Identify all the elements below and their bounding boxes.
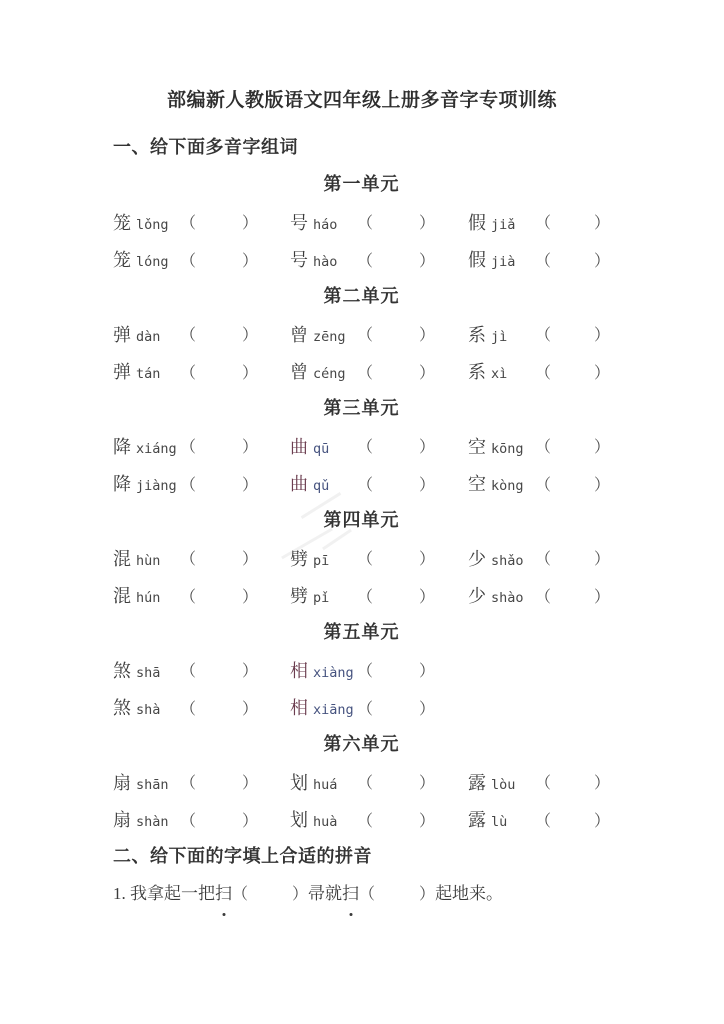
polyphone-entry (468, 209, 610, 235)
pinyin-text: qǔ (313, 478, 330, 495)
hanzi-pinyin-group (468, 209, 535, 235)
section-1-heading: 一、给下面多音字组词 (113, 137, 298, 157)
hanzi-char: 劈 (290, 548, 308, 569)
paren-open: （ (535, 588, 552, 606)
hanzi-pinyin-group (290, 545, 357, 571)
hanzi-char: 混 (113, 548, 131, 569)
paren-open: （ (180, 364, 197, 382)
pinyin-text: lóng (136, 254, 169, 271)
paren-open: （ (535, 551, 552, 569)
hanzi-pinyin-group (290, 769, 357, 795)
hanzi-char: 划 (290, 772, 308, 793)
hanzi-pinyin-group (290, 694, 357, 720)
polyphone-entry (113, 209, 290, 235)
polyphone-entry (290, 545, 468, 571)
answer-blank (551, 781, 594, 782)
paren-close: ） (419, 775, 436, 793)
units-container (113, 166, 724, 838)
pinyin-text: shàn (136, 814, 169, 831)
hanzi-char: 笼 (113, 212, 131, 233)
hanzi-char: 少 (468, 586, 486, 607)
answer-blank (551, 333, 594, 334)
hanzi-char: 曲 (290, 436, 308, 457)
paren-close: ） (419, 700, 436, 718)
paren-close: ） (593, 439, 610, 457)
polyphone-entry (290, 694, 468, 720)
hanzi-pinyin-group (290, 321, 357, 347)
polyphone-entry (113, 769, 290, 795)
pinyin-text: xì (491, 366, 508, 383)
unit-block (113, 390, 724, 502)
exercise-text-3: 起地来。 (435, 884, 504, 903)
polyphone-entry (290, 321, 468, 347)
paren-open: （ (359, 886, 376, 903)
paren-close: ） (593, 476, 610, 494)
hanzi-char: 曾 (290, 324, 308, 345)
paren-close: ） (419, 886, 436, 903)
hanzi-pinyin-group (113, 358, 180, 384)
unit-heading: 第四单元 (323, 510, 400, 530)
hanzi-char: 系 (468, 324, 486, 345)
answer-blank (196, 707, 242, 708)
hanzi-char: 扇 (113, 772, 131, 793)
paren-close: ） (419, 663, 436, 681)
paren-open: （ (180, 663, 197, 681)
answer-blank (551, 371, 594, 372)
polyphone-entry (468, 433, 610, 459)
answer-blank (248, 898, 292, 899)
hanzi-pinyin-group (113, 246, 180, 272)
paren-close: ） (419, 551, 436, 569)
pinyin-text: pǐ (313, 590, 330, 607)
polyphone-entry (468, 470, 610, 496)
pinyin-text: jì (491, 328, 508, 345)
answer-blank (373, 333, 419, 334)
pinyin-text: céng (313, 366, 346, 383)
paren-close: ） (292, 886, 309, 903)
paren-close: ） (419, 439, 436, 457)
paren-open: （ (535, 364, 552, 382)
polyphone-entry (113, 321, 290, 347)
entry-row (113, 801, 724, 839)
entry-row (113, 651, 724, 689)
answer-blank (373, 595, 419, 596)
hanzi-pinyin-group (468, 358, 535, 384)
pinyin-text: hào (313, 254, 338, 271)
pinyin-text: lòu (491, 776, 516, 793)
entry-row (113, 427, 724, 465)
pinyin-text: zēng (313, 328, 346, 345)
hanzi-pinyin-group (468, 582, 535, 608)
paren-close: ） (419, 252, 436, 270)
hanzi-pinyin-group (290, 358, 357, 384)
pinyin-text: huá (313, 776, 338, 793)
pinyin-text: huà (313, 814, 338, 831)
paren-open: （ (180, 588, 197, 606)
hanzi-char: 煞 (113, 660, 131, 681)
entry-row (113, 577, 724, 615)
polyphone-entry (113, 694, 290, 720)
entry-row (113, 689, 724, 727)
entry-row (113, 465, 724, 503)
hanzi-pinyin-group (290, 470, 357, 496)
paren-close: ） (593, 364, 610, 382)
pinyin-text: shān (136, 776, 169, 793)
hanzi-pinyin-group (290, 246, 357, 272)
paren-open: （ (357, 663, 374, 681)
hanzi-pinyin-group (290, 433, 357, 459)
answer-blank (196, 259, 242, 260)
pinyin-text: qū (313, 440, 330, 457)
entry-row (113, 763, 724, 801)
polyphone-entry (468, 769, 610, 795)
hanzi-char: 扇 (113, 810, 131, 831)
hanzi-pinyin-group (468, 769, 535, 795)
answer-blank (196, 371, 242, 372)
answer-blank (551, 819, 594, 820)
answer-blank (196, 819, 242, 820)
polyphone-entry (290, 582, 468, 608)
polyphone-entry (113, 545, 290, 571)
answer-blank (196, 445, 242, 446)
hanzi-char: 露 (468, 810, 486, 831)
polyphone-entry (290, 806, 468, 832)
paren-open: （ (535, 215, 552, 233)
hanzi-pinyin-group (468, 470, 535, 496)
answer-blank (551, 595, 594, 596)
paren-open: （ (180, 252, 197, 270)
polyphone-entry (290, 769, 468, 795)
paren-open: （ (535, 812, 552, 830)
paren-open: （ (357, 588, 374, 606)
polyphone-entry (290, 657, 468, 683)
hanzi-char: 劈 (290, 586, 308, 607)
polyphone-entry (468, 545, 610, 571)
paren-close: ） (593, 551, 610, 569)
paren-close: ） (242, 215, 259, 233)
answer-blank (196, 669, 242, 670)
paren-open: （ (180, 551, 197, 569)
polyphone-entry (290, 470, 468, 496)
exercise-number: 1. (113, 884, 126, 903)
paren-open: （ (357, 215, 374, 233)
pinyin-text: lù (491, 814, 508, 831)
paren-open: （ (357, 439, 374, 457)
paren-open: （ (180, 812, 197, 830)
paren-open: （ (357, 812, 374, 830)
hanzi-pinyin-group (468, 545, 535, 571)
answer-blank (373, 669, 419, 670)
answer-blank (551, 445, 594, 446)
polyphone-entry (113, 657, 290, 683)
hanzi-char: 号 (290, 250, 308, 271)
unit-heading: 第二单元 (323, 286, 400, 306)
polyphone-entry (290, 246, 468, 272)
answer-blank (551, 557, 594, 558)
answer-blank (196, 483, 242, 484)
paren-close: ） (419, 588, 436, 606)
exercise-text-2: 帚就 (308, 884, 343, 903)
paren-open: （ (180, 476, 197, 494)
section-2-heading: 二、给下面的字填上合适的拼音 (113, 846, 372, 866)
polyphone-entry (113, 433, 290, 459)
hanzi-char: 空 (468, 474, 486, 495)
paren-close: ） (419, 327, 436, 345)
hanzi-char: 号 (290, 212, 308, 233)
hanzi-char: 降 (113, 474, 131, 495)
hanzi-pinyin-group (468, 321, 535, 347)
hanzi-char: 少 (468, 548, 486, 569)
entry-row (113, 353, 724, 391)
answer-blank (373, 259, 419, 260)
pinyin-text: lǒng (136, 216, 169, 233)
hanzi-pinyin-group (290, 657, 357, 683)
hanzi-char: 假 (468, 250, 486, 271)
unit-block (113, 614, 724, 726)
paren-close: ） (242, 812, 259, 830)
page-title: 部编新人教版语文四年级上册多音字专项训练 (166, 90, 557, 111)
paren-open: （ (357, 327, 374, 345)
paren-open: （ (535, 775, 552, 793)
unit-block (113, 166, 724, 278)
answer-blank (373, 707, 419, 708)
polyphone-entry (113, 582, 290, 608)
paren-open: （ (180, 327, 197, 345)
paren-open: （ (180, 700, 197, 718)
polyphone-entry (290, 209, 468, 235)
hanzi-pinyin-group (113, 321, 180, 347)
hanzi-pinyin-group (113, 806, 180, 832)
entry-row (113, 315, 724, 353)
polyphone-entry (468, 358, 610, 384)
pinyin-text: jiǎ (491, 216, 516, 233)
pinyin-text: tán (136, 366, 161, 383)
answer-blank (551, 483, 594, 484)
paren-open: （ (535, 327, 552, 345)
pinyin-text: xiāng (313, 702, 354, 719)
exercise-text-1: 我拿起一把 (130, 884, 215, 903)
paren-close: ） (242, 476, 259, 494)
answer-blank (373, 445, 419, 446)
paren-close: ） (242, 551, 259, 569)
pinyin-text: shào (491, 590, 524, 607)
pinyin-text: hún (136, 590, 161, 607)
hanzi-pinyin-group (113, 694, 180, 720)
hanzi-char: 曲 (290, 474, 308, 495)
emphasized-char-1: 扫 (215, 875, 232, 913)
unit-heading: 第三单元 (323, 398, 400, 418)
paren-close: ） (242, 700, 259, 718)
paren-close: ） (242, 252, 259, 270)
hanzi-char: 系 (468, 362, 486, 383)
hanzi-char: 降 (113, 436, 131, 457)
pinyin-text: dàn (136, 328, 161, 345)
polyphone-entry (113, 470, 290, 496)
paren-close: ） (242, 439, 259, 457)
polyphone-entry (113, 358, 290, 384)
unit-block (113, 726, 724, 838)
paren-close: ） (593, 812, 610, 830)
hanzi-pinyin-group (468, 806, 535, 832)
answer-blank (551, 221, 594, 222)
paren-open: （ (180, 215, 197, 233)
answer-blank (373, 819, 419, 820)
paren-close: ） (242, 775, 259, 793)
pinyin-text: shǎo (491, 552, 524, 569)
answer-blank (375, 898, 419, 899)
polyphone-entry (468, 582, 610, 608)
polyphone-entry (468, 806, 610, 832)
paren-open: （ (357, 476, 374, 494)
paren-open: （ (535, 252, 552, 270)
pinyin-text: xiàng (313, 664, 354, 681)
hanzi-char: 露 (468, 772, 486, 793)
hanzi-char: 煞 (113, 698, 131, 719)
hanzi-char: 相 (290, 660, 308, 681)
answer-blank (196, 333, 242, 334)
paren-close: ） (242, 663, 259, 681)
polyphone-entry (290, 433, 468, 459)
paren-close: ） (242, 364, 259, 382)
answer-blank (196, 595, 242, 596)
hanzi-pinyin-group (113, 470, 180, 496)
paren-open: （ (357, 775, 374, 793)
polyphone-entry (113, 806, 290, 832)
answer-blank (373, 371, 419, 372)
unit-heading: 第六单元 (323, 734, 400, 754)
paren-close: ） (593, 252, 610, 270)
entry-row (113, 241, 724, 279)
hanzi-pinyin-group (113, 433, 180, 459)
pinyin-text: shā (136, 664, 161, 681)
hanzi-char: 假 (468, 212, 486, 233)
paren-close: ） (419, 215, 436, 233)
hanzi-pinyin-group (290, 582, 357, 608)
paren-close: ） (242, 588, 259, 606)
hanzi-char: 划 (290, 810, 308, 831)
polyphone-entry (468, 321, 610, 347)
pinyin-text: kōng (491, 440, 524, 457)
paren-open: （ (357, 551, 374, 569)
answer-blank (196, 557, 242, 558)
paren-open: （ (535, 439, 552, 457)
paren-open: （ (535, 476, 552, 494)
paren-close: ） (593, 588, 610, 606)
pinyin-text: xiáng (136, 440, 177, 457)
polyphone-entry (468, 246, 610, 272)
entry-row (113, 539, 724, 577)
hanzi-char: 混 (113, 586, 131, 607)
hanzi-char: 笼 (113, 250, 131, 271)
hanzi-char: 弹 (113, 324, 131, 345)
paren-open: （ (357, 364, 374, 382)
paren-close: ） (593, 775, 610, 793)
pinyin-text: jiàng (136, 478, 177, 495)
hanzi-char: 曾 (290, 362, 308, 383)
entry-row (113, 203, 724, 241)
paren-close: ） (593, 215, 610, 233)
hanzi-pinyin-group (113, 657, 180, 683)
pinyin-text: háo (313, 216, 338, 233)
hanzi-pinyin-group (113, 769, 180, 795)
hanzi-pinyin-group (113, 209, 180, 235)
hanzi-char: 相 (290, 698, 308, 719)
polyphone-entry (113, 246, 290, 272)
answer-blank (373, 221, 419, 222)
paren-close: ） (419, 364, 436, 382)
paren-close: ） (419, 476, 436, 494)
paren-open: （ (357, 252, 374, 270)
answer-blank (373, 557, 419, 558)
hanzi-pinyin-group (468, 246, 535, 272)
hanzi-char: 空 (468, 436, 486, 457)
unit-heading: 第五单元 (323, 622, 400, 642)
answer-blank (373, 781, 419, 782)
pinyin-text: shà (136, 702, 161, 719)
paren-close: ） (593, 327, 610, 345)
hanzi-char: 弹 (113, 362, 131, 383)
hanzi-pinyin-group (113, 582, 180, 608)
pinyin-text: kòng (491, 478, 524, 495)
hanzi-pinyin-group (290, 806, 357, 832)
unit-block (113, 278, 724, 390)
hanzi-pinyin-group (468, 433, 535, 459)
polyphone-entry (290, 358, 468, 384)
unit-heading: 第一单元 (323, 174, 400, 194)
answer-blank (196, 221, 242, 222)
hanzi-pinyin-group (290, 209, 357, 235)
answer-blank (196, 781, 242, 782)
paren-close: ） (419, 812, 436, 830)
unit-block (113, 502, 724, 614)
pinyin-text: jià (491, 254, 516, 271)
paren-open: （ (180, 775, 197, 793)
answer-blank (373, 483, 419, 484)
pinyin-text: hùn (136, 552, 161, 569)
hanzi-pinyin-group (113, 545, 180, 571)
emphasized-char-2: 扫 (342, 875, 359, 913)
paren-open: （ (180, 439, 197, 457)
paren-close: ） (242, 327, 259, 345)
paren-open: （ (357, 700, 374, 718)
answer-blank (551, 259, 594, 260)
pinyin-text: pī (313, 552, 330, 569)
paren-open: （ (232, 886, 249, 903)
exercise-sentence (113, 875, 724, 913)
